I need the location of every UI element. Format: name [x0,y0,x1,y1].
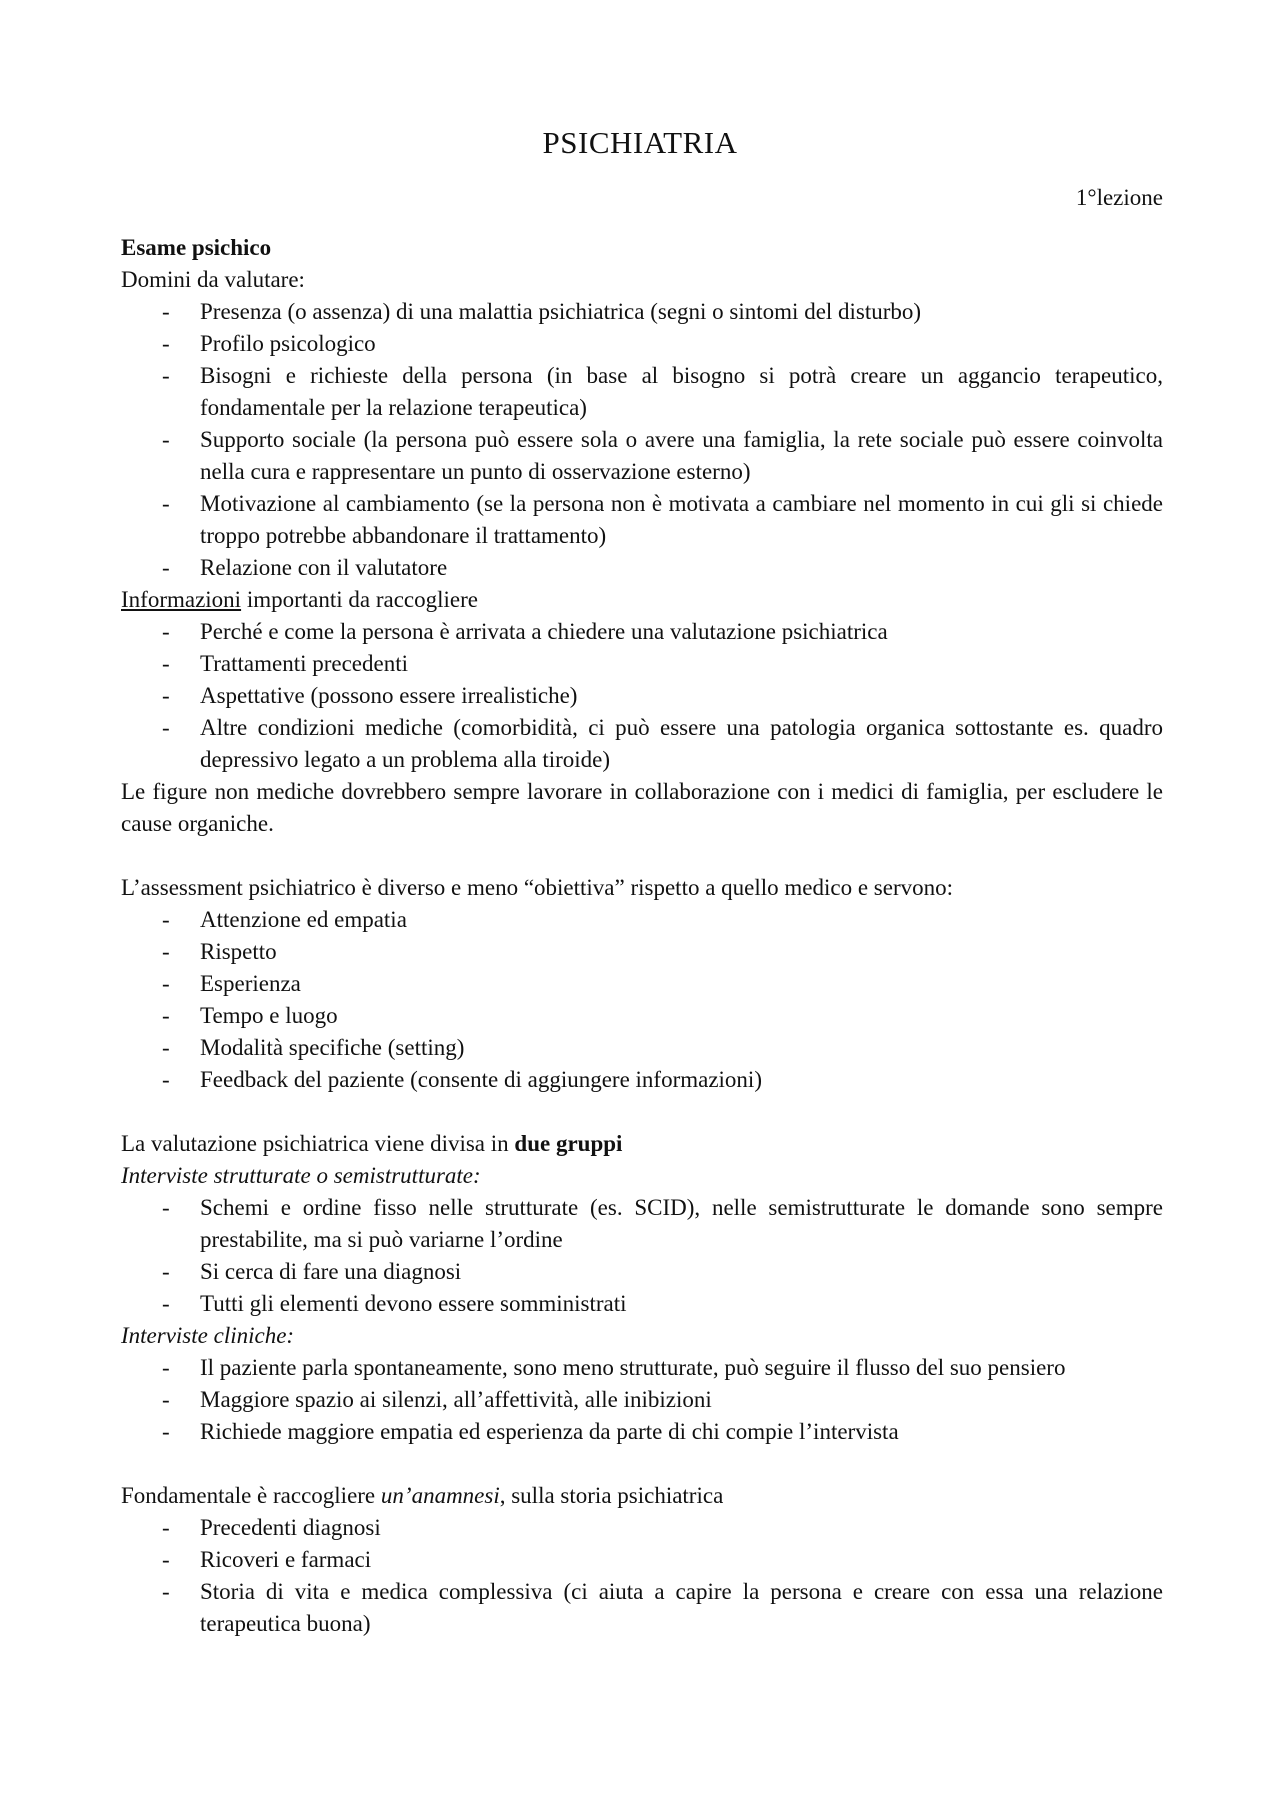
list-item-text: Perché e come la persona è arrivata a chiedere una valutazione psichiatrica [200,619,888,644]
dash-bullet: - [162,971,170,996]
list-item [121,1512,1163,1544]
list-item-text: Storia di vita e medica complessiva (ci aiuta a capire la persona e creare con essa una relazione terapeutica buona) [200,1579,1163,1636]
list-item-text: Altre condizioni mediche (comorbidità, ci può essere una patologia organica sottostante es. quadro depressivo legato a un problema alla tiroide) [200,715,1163,772]
spacer [121,840,1163,872]
dash-bullet: - [162,1003,170,1028]
list-item [121,1352,1163,1384]
info-underlined-word: Informazioni [121,587,242,612]
info-intro [121,584,1163,616]
list-item-text: Bisogni e richieste della persona (in base al bisogno si potrà creare un aggancio terapeutico, fondamentale per la relazione terapeutica) [200,363,1163,420]
dash-bullet: - [162,1515,170,1540]
valutazione-intro-bold: due gruppi [514,1131,623,1156]
list-item [121,552,1163,584]
dash-bullet: - [162,1067,170,1092]
list-item-text: Relazione con il valutatore [200,555,448,580]
list-item [121,1544,1163,1576]
dash-bullet: - [162,715,170,740]
list-item [121,936,1163,968]
list-item-text: Precedenti diagnosi [200,1515,381,1540]
dash-bullet: - [162,1547,170,1572]
dash-bullet: - [162,1195,170,1220]
anamnesi-intro-rest: , sulla storia psichiatrica [499,1483,724,1508]
list-item [121,616,1163,648]
domains-intro: Domini da valutare: [121,267,305,292]
list-item [121,488,1163,552]
list-item [121,1192,1163,1256]
list-item-text: Richiede maggiore empatia ed esperienza da parte di chi compie l’intervista [200,1419,899,1444]
list-item-text: Maggiore spazio ai silenzi, all’affettività, alle inibizioni [200,1387,712,1412]
domains-list [121,296,1163,584]
dash-bullet: - [162,1035,170,1060]
list-item-text: Tutti gli elementi devono essere somministrati [200,1291,627,1316]
info-intro-rest: importanti da raccogliere [241,587,478,612]
dash-bullet: - [162,1259,170,1284]
section-heading-esame-psichico: Esame psichico [121,235,272,260]
list-item [121,1576,1163,1640]
info-list [121,616,1163,776]
dash-bullet: - [162,619,170,644]
list-item [121,296,1163,328]
list-item [121,1256,1163,1288]
list-item [121,904,1163,936]
list-item-text: Aspettative (possono essere irrealistiche) [200,683,578,708]
document-body [121,232,1163,1640]
dash-bullet: - [162,1579,170,1604]
dash-bullet: - [162,1387,170,1412]
dash-bullet: - [162,683,170,708]
list-item-text: Attenzione ed empatia [200,907,407,932]
list-item-text: Esperienza [200,971,301,996]
valutazione-intro [121,1128,1163,1160]
page-title: PSICHIATRIA [542,125,738,160]
list-item-text: Schemi e ordine fisso nelle strutturate (es. SCID), nelle semistrutturate le domande sono sempre prestabilite, ma si può variarne l’ordine [200,1195,1163,1252]
list-item-text: Presenza (o assenza) di una malattia psichiatrica (segni o sintomi del disturbo) [200,299,922,324]
dash-bullet: - [162,1419,170,1444]
anamnesi-list [121,1512,1163,1640]
list-item-text: Modalità specifiche (setting) [200,1035,465,1060]
list-item [121,968,1163,1000]
assessment-list [121,904,1163,1096]
structured-heading: Interviste strutturate o semistrutturate: [121,1163,481,1188]
list-item [121,1384,1163,1416]
list-item-text: Tempo e luogo [200,1003,338,1028]
dash-bullet: - [162,427,170,452]
list-item [121,1032,1163,1064]
dash-bullet: - [162,939,170,964]
dash-bullet: - [162,491,170,516]
clinical-heading: Interviste cliniche: [121,1323,295,1348]
clinical-list [121,1352,1163,1448]
list-item [121,1288,1163,1320]
list-item-text: Si cerca di fare una diagnosi [200,1259,462,1284]
dash-bullet: - [162,1355,170,1380]
list-item [121,1064,1163,1096]
list-item-text: Il paziente parla spontaneamente, sono meno strutturate, può seguire il flusso del suo pensiero [200,1355,1066,1380]
dash-bullet: - [162,331,170,356]
dash-bullet: - [162,651,170,676]
lesson-label: 1°lezione [1075,185,1163,210]
assessment-intro: L’assessment psichiatrico è diverso e meno “obiettiva” rispetto a quello medico e servono: [121,875,954,900]
closing-paragraph: Le figure non mediche dovrebbero sempre lavorare in collaborazione con i medici di famiglia, per escludere le cause organiche. [121,779,1163,836]
list-item-text: Profilo psicologico [200,331,376,356]
valutazione-intro-plain: La valutazione psichiatrica viene divisa in [121,1131,515,1156]
anamnesi-intro-plain: Fondamentale è raccogliere [121,1483,381,1508]
list-item [121,360,1163,424]
list-item-text: Rispetto [200,939,277,964]
list-item [121,648,1163,680]
list-item [121,328,1163,360]
spacer [121,1096,1163,1128]
list-item [121,680,1163,712]
dash-bullet: - [162,907,170,932]
dash-bullet: - [162,555,170,580]
anamnesi-intro [121,1480,1163,1512]
list-item-text: Supporto sociale (la persona può essere sola o avere una famiglia, la rete sociale può essere coinvolta nella cura e rappresentare un punto di osservazione esterno) [200,427,1163,484]
dash-bullet: - [162,299,170,324]
list-item-text: Ricoveri e farmaci [200,1547,372,1572]
list-item-text: Motivazione al cambiamento (se la persona non è motivata a cambiare nel momento in cui gli si chiede troppo potrebbe abbandonare il trattamento) [200,491,1163,548]
list-item-text: Feedback del paziente (consente di aggiungere informazioni) [200,1067,762,1092]
dash-bullet: - [162,1291,170,1316]
anamnesi-intro-italic: un’anamnesi [380,1483,500,1508]
list-item [121,1000,1163,1032]
list-item [121,424,1163,488]
list-item [121,1416,1163,1448]
dash-bullet: - [162,363,170,388]
list-item [121,712,1163,776]
spacer [121,1448,1163,1480]
structured-list [121,1192,1163,1320]
list-item-text: Trattamenti precedenti [200,651,408,676]
